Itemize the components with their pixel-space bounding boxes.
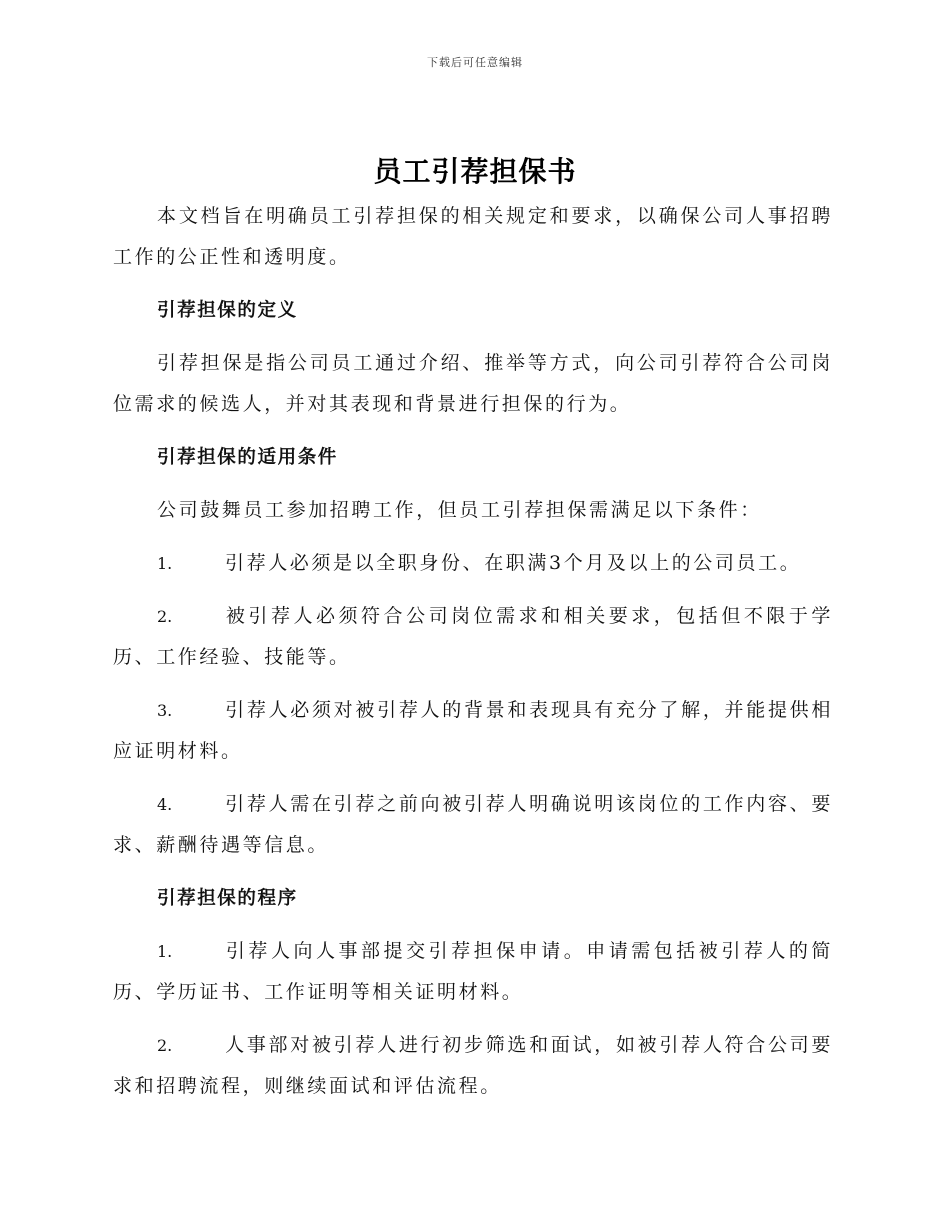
list-text: 引荐人向人事部提交引荐担保申请。申请需包括被引荐人的简历、学历证书、工作证明等相关证明材料。 [113, 940, 833, 1003]
spacer [113, 278, 833, 290]
conditions-paragraph: 公司鼓舞员工参加招聘工作，但员工引荐担保需满足以下条件： [157, 499, 762, 521]
section-heading-procedure: 引荐担保的程序 [157, 888, 298, 909]
list-number: 3. [157, 701, 173, 720]
spacer [113, 331, 833, 343]
list-number: 1. [157, 942, 173, 961]
condition-item [113, 784, 833, 866]
spacer [113, 772, 833, 784]
condition-item [113, 596, 833, 678]
spacer [113, 866, 833, 878]
spacer [113, 919, 833, 931]
spacer [113, 478, 833, 490]
list-text: 人事部对被引荐人进行初步筛选和面试，如被引荐人符合公司要求和招聘流程，则继续面试和评估流程。 [113, 1034, 833, 1097]
list-text: 引荐人必须是以全职身份、在职满3个月及以上的公司员工。 [225, 552, 802, 574]
procedure-item [113, 1025, 833, 1107]
spacer [113, 425, 833, 437]
list-text: 引荐人需在引荐之前向被引荐人明确说明该岗位的工作内容、要求、薪酬待遇等信息。 [113, 793, 833, 856]
intro-paragraph: 本文档旨在明确员工引荐担保的相关规定和要求，以确保公司人事招聘工作的公正性和透明度。 [113, 205, 833, 268]
list-number: 2. [157, 607, 173, 626]
list-number: 1. [157, 554, 173, 573]
condition-item [113, 690, 833, 772]
spacer [113, 531, 833, 543]
condition-item [113, 543, 833, 584]
definition-paragraph: 引荐担保是指公司员工通过介绍、推举等方式，向公司引荐符合公司岗位需求的候选人，并对其表现和背景进行担保的行为。 [113, 352, 833, 415]
list-text: 被引荐人必须符合公司岗位需求和相关要求，包括但不限于学历、工作经验、技能等。 [113, 605, 833, 668]
spacer [113, 678, 833, 690]
section-heading-conditions: 引荐担保的适用条件 [157, 447, 338, 468]
section-heading-definition: 引荐担保的定义 [157, 300, 298, 321]
spacer [113, 1013, 833, 1025]
header-note: 下载后可任意编辑 [427, 56, 523, 69]
list-number: 4. [157, 795, 173, 814]
procedure-item [113, 931, 833, 1013]
document-body [113, 196, 833, 1107]
list-number: 2. [157, 1036, 173, 1055]
list-text: 引荐人必须对被引荐人的背景和表现具有充分了解，并能提供相应证明材料。 [113, 699, 833, 762]
spacer [113, 584, 833, 596]
document-title: 员工引荐担保书 [373, 155, 577, 188]
